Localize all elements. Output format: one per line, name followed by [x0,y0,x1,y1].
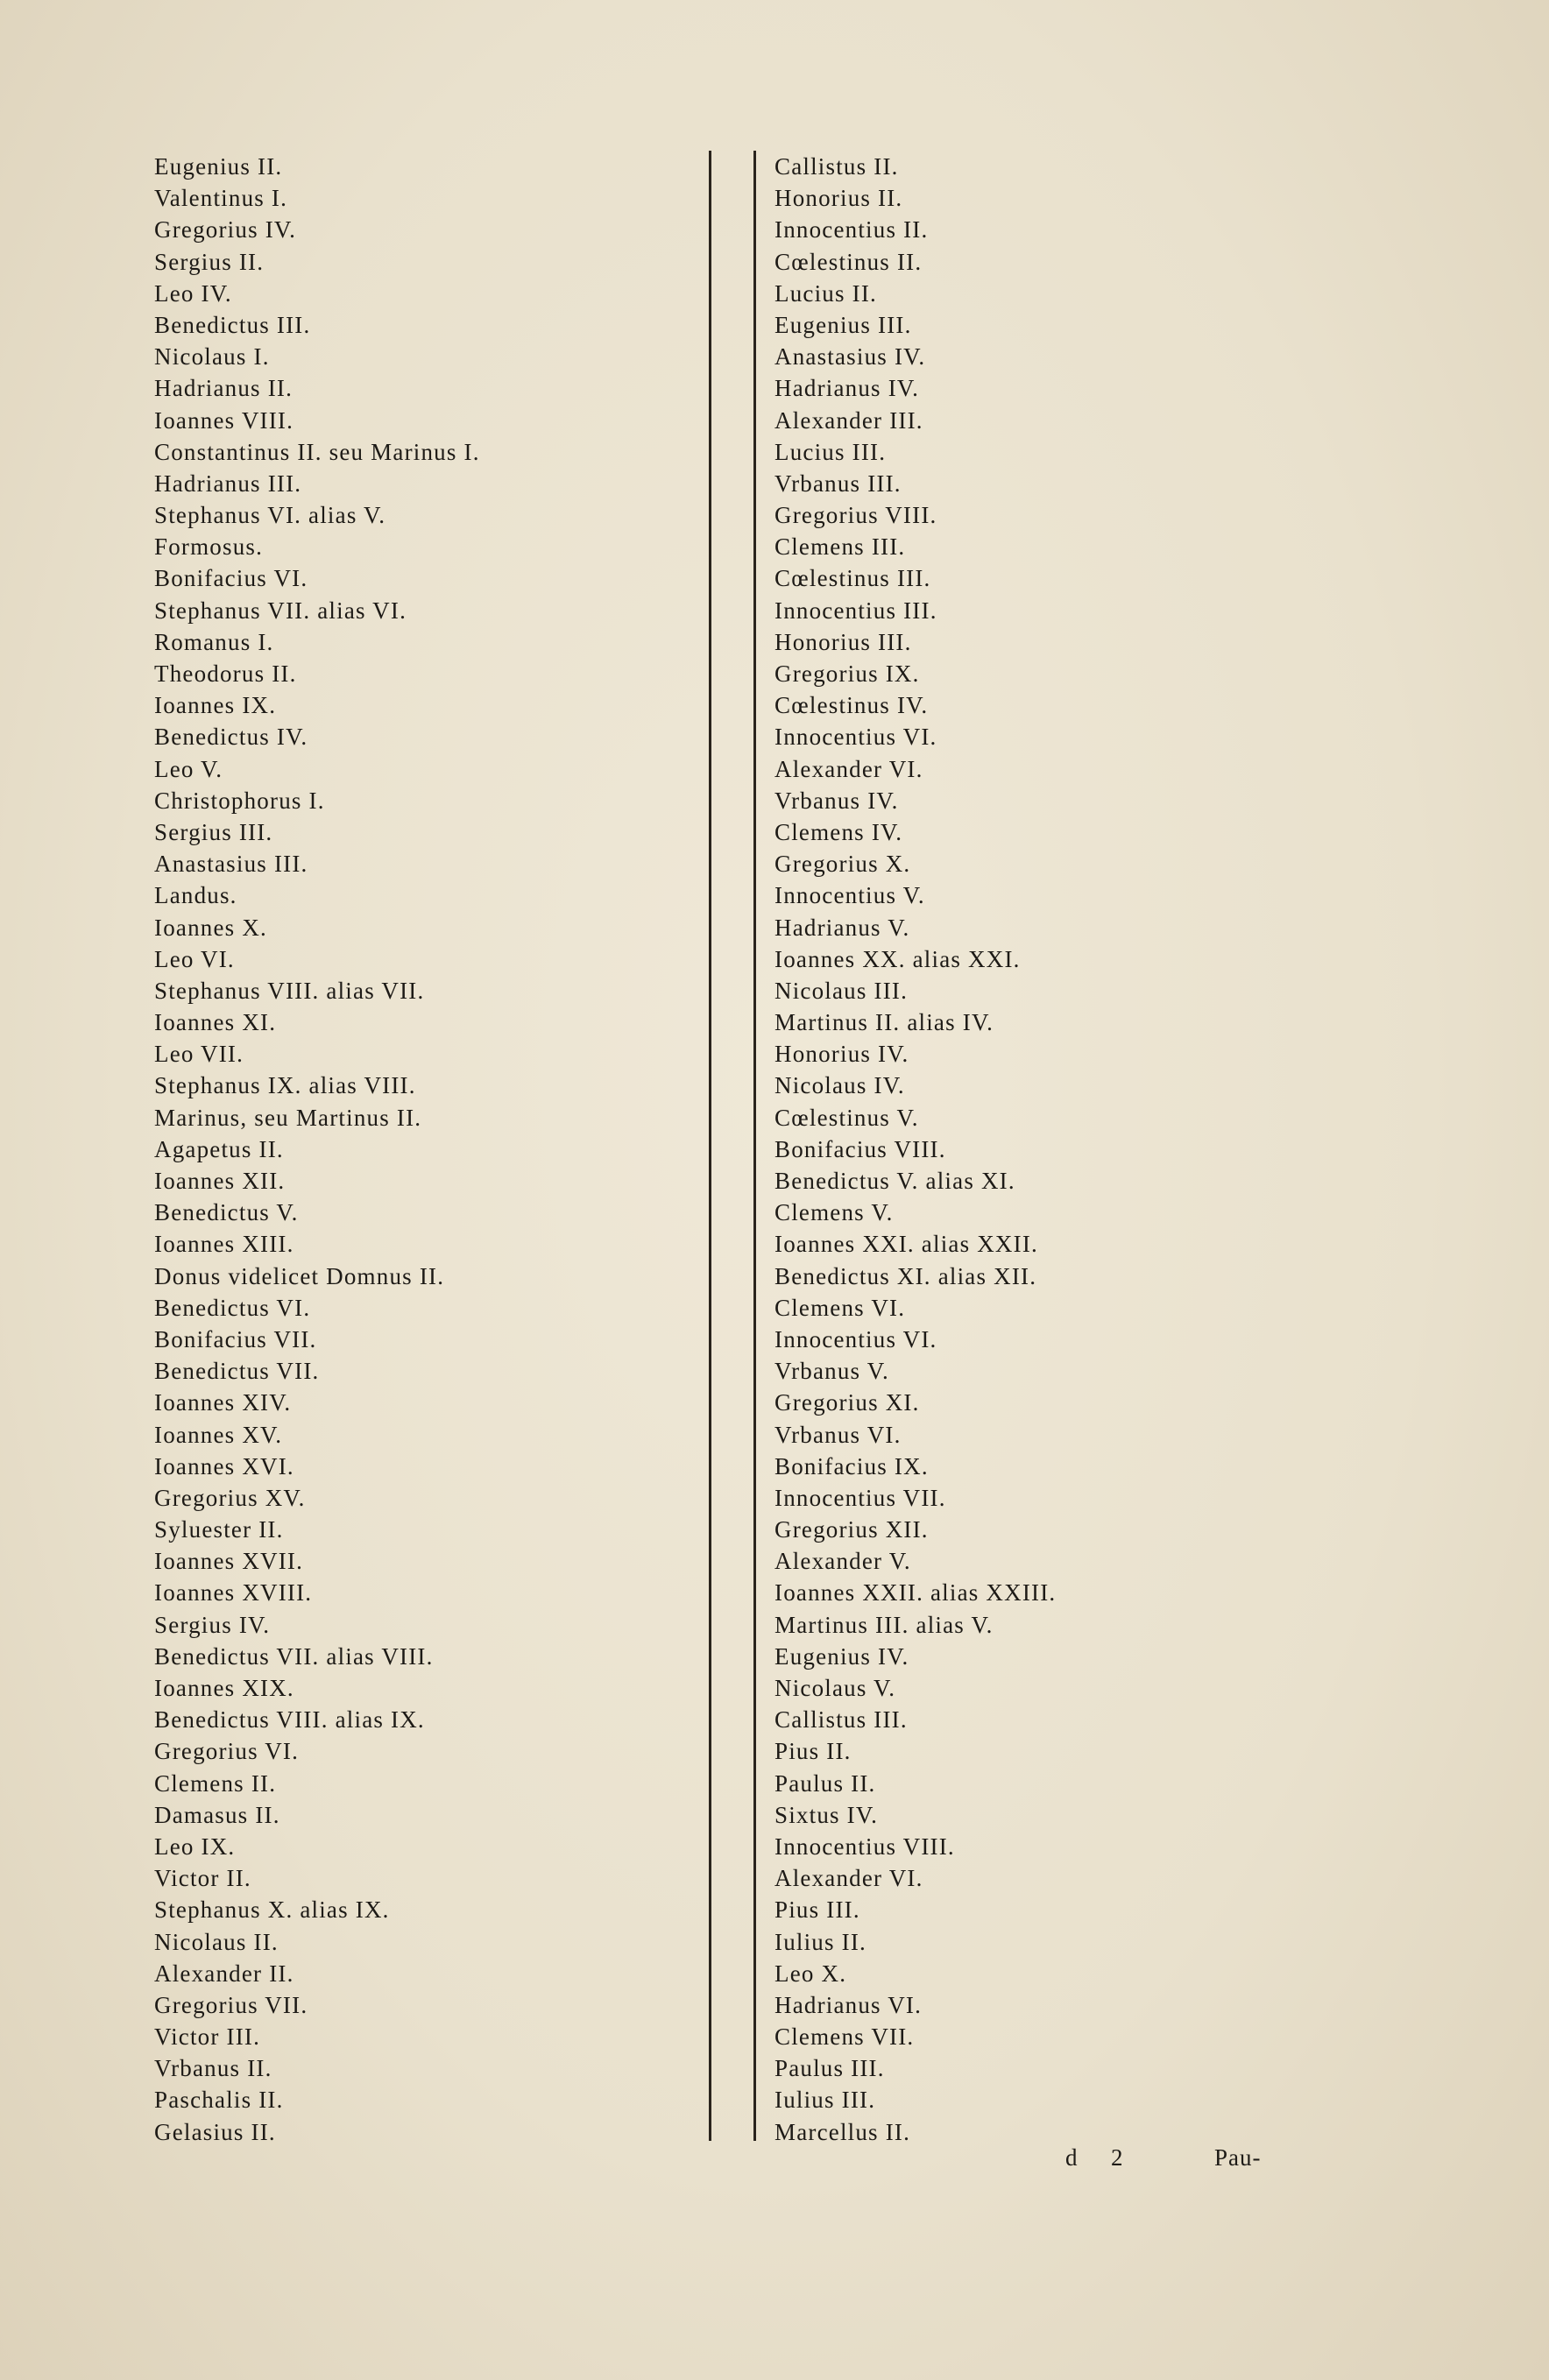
list-item: Leo IV. [154,279,232,307]
list-item: Gregorius X. [774,851,911,878]
list-item: Gregorius VII. [154,1991,308,2018]
list-item: Ioannes X. [154,914,267,941]
list-item: Nicolaus V. [774,1675,896,1701]
list-item: Paulus II. [774,1769,876,1797]
list-item: Benedictus V. alias XI. [774,1168,1015,1194]
list-item: Stephanus X. alias IX. [154,1896,390,1924]
list-item: Syluester II. [154,1516,284,1543]
list-item: Sergius IV. [154,1611,271,1638]
list-item: Callistus II. [774,153,899,180]
list-item: Callistus III. [774,1706,908,1734]
list-item: Leo IX. [154,1833,236,1860]
list-item: Benedictus VIII. alias IX. [154,1706,425,1734]
list-item: Vrbanus IV. [774,787,899,814]
list-item: Paulus III. [774,2055,885,2082]
list-item: Vrbanus III. [774,470,902,497]
list-item: Leo VI. [154,945,235,972]
list-item: Benedictus IV. [154,724,308,751]
list-item: Hadrianus IV. [774,375,920,402]
list-item: Sergius III. [154,818,273,845]
list-item: Marcellus II. [774,2118,911,2145]
list-item: Honorius IV. [774,1041,909,1068]
list-item: Innocentius II. [774,216,929,244]
right-column [774,151,1335,2148]
list-item: Alexander II. [154,1960,294,1987]
list-item: Nicolaus I. [154,343,270,371]
list-item: Clemens II. [154,1769,277,1797]
list-item: Bonifacius IX. [774,1452,929,1480]
list-item: Clemens V. [774,1199,894,1226]
list-item: Hadrianus V. [774,914,910,941]
list-item: Ioannes XV. [154,1421,283,1448]
list-item: Bonifacius VII. [154,1325,317,1352]
list-item: Ioannes XI. [154,1009,277,1036]
list-item: Hadrianus III. [154,470,302,497]
signature-letter: d [1065,2144,1079,2171]
list-item: Lucius II. [774,279,877,307]
list-item: Leo X. [774,1960,847,1987]
list-item: Donus videlicet Domnus II. [154,1262,445,1289]
list-item: Ioannes VIII. [154,406,294,434]
list-item: Cœlestinus V. [774,1104,919,1131]
list-item: Anastasius III. [154,851,308,878]
list-item: Benedictus VII. [154,1358,320,1385]
list-item: Agapetus II. [154,1135,284,1162]
list-item: Christophorus I. [154,787,325,814]
list-item: Paschalis II. [154,2087,284,2114]
column-rule-right [753,151,756,2141]
list-item: Anastasius IV. [774,343,926,371]
list-item: Formosus. [154,533,264,561]
list-item: Romanus I. [154,628,274,655]
list-item: Constantinus II. seu Marinus I. [154,438,480,465]
catchword: Pau- [1214,2144,1262,2171]
list-item: Martinus III. alias V. [774,1611,994,1638]
list-item: Gregorius IV. [154,216,297,244]
list-item: Innocentius III. [774,597,937,624]
list-item: Lucius III. [774,438,887,465]
list-item: Vrbanus VI. [774,1421,902,1448]
list-item: Valentinus I. [154,185,288,212]
list-item: Damasus II. [154,1801,280,1828]
list-item: Gregorius XI. [774,1389,920,1416]
list-item: Ioannes XXI. alias XXII. [774,1231,1038,1258]
list-item: Cœlestinus III. [774,565,931,592]
list-item: Honorius II. [774,185,903,212]
list-item: Innocentius VIII. [774,1833,955,1860]
list-item: Innocentius VI. [774,724,937,751]
list-item: Eugenius IV. [774,1642,909,1670]
list-item: Alexander VI. [774,755,923,782]
list-item: Alexander VI. [774,1865,923,1892]
list-item: Innocentius VII. [774,1484,946,1511]
list-item: Leo V. [154,755,223,782]
signature-number: 2 [1111,2144,1124,2171]
list-item: Ioannes XVIII. [154,1579,313,1607]
list-item: Ioannes XX. alias XXI. [774,945,1021,972]
list-item: Bonifacius VI. [154,565,308,592]
list-item: Clemens III. [774,533,906,561]
list-item: Sergius II. [154,248,265,275]
list-item: Benedictus VI. [154,1294,311,1321]
list-item: Bonifacius VIII. [774,1135,946,1162]
list-item: Alexander V. [774,1548,911,1575]
list-item: Gregorius XII. [774,1516,929,1543]
list-item: Gregorius XV. [154,1484,306,1511]
list-item: Vrbanus II. [154,2055,272,2082]
list-item: Stephanus VI. alias V. [154,502,386,529]
list-item: Ioannes XVI. [154,1452,294,1480]
list-item: Marinus, seu Martinus II. [154,1104,422,1131]
list-item: Eugenius III. [774,311,912,338]
list-item: Leo VII. [154,1041,244,1068]
list-item: Landus. [154,882,237,909]
column-rule-left [709,151,711,2141]
list-item: Honorius III. [774,628,912,655]
list-item: Nicolaus IV. [774,1072,905,1099]
list-item: Iulius III. [774,2087,876,2114]
list-item: Stephanus VII. alias VI. [154,597,407,624]
list-item: Cœlestinus IV. [774,692,929,719]
list-item: Alexander III. [774,406,923,434]
list-item: Gregorius VI. [154,1738,300,1765]
list-item: Hadrianus VI. [774,1991,923,2018]
left-column [154,151,715,2148]
list-item: Clemens IV. [774,818,903,845]
list-item: Clemens VI. [774,1294,906,1321]
list-item: Gregorius IX. [774,660,920,687]
list-item: Benedictus V. [154,1199,299,1226]
list-item: Ioannes XIX. [154,1675,294,1701]
list-item: Benedictus VII. alias VIII. [154,1642,434,1670]
list-item: Ioannes XIV. [154,1389,292,1416]
list-item: Theodorus II. [154,660,297,687]
list-item: Nicolaus II. [154,1928,279,1955]
list-item: Hadrianus II. [154,375,294,402]
list-item: Eugenius II. [154,153,283,180]
list-item: Stephanus VIII. alias VII. [154,977,425,1004]
list-item: Innocentius V. [774,882,925,909]
list-item: Gelasius II. [154,2118,276,2145]
list-item: Cœlestinus II. [774,248,923,275]
list-item: Benedictus XI. alias XII. [774,1262,1037,1289]
list-item: Clemens VII. [774,2023,915,2051]
list-item: Sixtus IV. [774,1801,879,1828]
list-item: Stephanus IX. alias VIII. [154,1072,416,1099]
list-item: Gregorius VIII. [774,502,937,529]
list-item: Vrbanus V. [774,1358,889,1385]
list-item: Victor II. [154,1865,251,1892]
list-item: Ioannes XXII. alias XXIII. [774,1579,1057,1607]
list-item: Pius III. [774,1896,860,1924]
list-item: Nicolaus III. [774,977,909,1004]
list-item: Innocentius VI. [774,1325,937,1352]
list-item: Benedictus III. [154,311,311,338]
list-item: Martinus II. alias IV. [774,1009,994,1036]
list-item: Ioannes XII. [154,1168,286,1194]
list-item: Ioannes XVII. [154,1548,304,1575]
list-item: Iulius II. [774,1928,866,1955]
list-item: Pius II. [774,1738,852,1765]
list-item: Victor III. [154,2023,261,2051]
list-item: Ioannes XIII. [154,1231,294,1258]
list-item: Ioannes IX. [154,692,277,719]
